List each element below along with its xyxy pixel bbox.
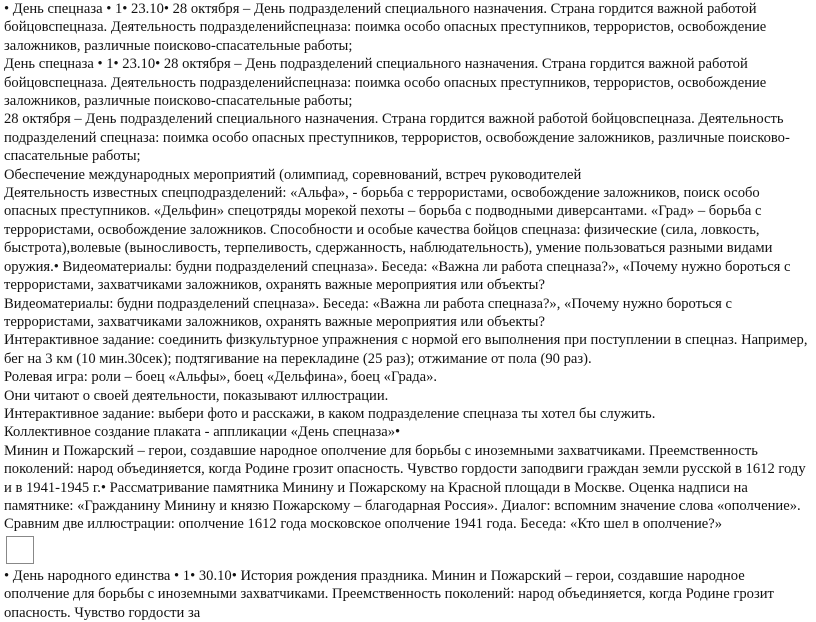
paragraph-interactive-task-exercises: Интерактивное задание: соединить физкультурное упражнения с нормой его выполнения при поступлении в спецназ. Например, бег на 3 км (10 мин.30сек); подтягивание на перекладине (25 раз); отжимание от пола (90 раз). <box>4 332 808 367</box>
paragraph-known-units: Деятельность известных спецподразделений: «Альфа», - борьба с террористами, освобождение заложников, поиск особо опасных преступников. «Дельфин» спецотряды морекой пехоты – борьба с подводными диверсантами. «Град» – борьба с террористами, освобождение заложников. Способности и особые качества бойцов спецназа: физические (сила, ловкость, быстрота),волевые (выносливость, терпеливость, сдержанность, наблюдательность), умение пользоваться разными видами оружия.• Видеоматериалы: будни подразделений спецназа». Беседа: «Важна ли работа спецназа?», «Почему нужно бороться с террористами, захватчиками заложников, охранять важные мероприятия или объекты? <box>4 185 791 294</box>
paragraph-poster: Коллективное создание плаката - аппликации «День спецназа»• <box>4 424 401 441</box>
paragraph-role-play: Ролевая игра: роли – боец «Альфы», боец «Дельфина», боец «Града». <box>4 369 438 386</box>
paragraph-illustrations: Они читают о своей деятельности, показывают иллюстрации. <box>4 387 389 404</box>
paragraph-october-28: 28 октября – День подразделений специального назначения. Страна гордится важной работой бойцовспецназа. Деятельность подразделений спецназа: поимка особо опасных преступников, террористов, освобождение заложников, различные поисково- спасательные работы; <box>4 111 790 165</box>
paragraph-minin-pozharsky: Минин и Пожарский – герои, создавшие народное ополчение для борьбы с иноземными захватчиками. Преемственность поколений: народ объединяется, когда Родине грозит опасность. Чувство гордости заподвиги граждан земли русской в 1612 году и в 1941-1945 г.• Рассматривание памятника Минину и Пожарскому на Красной площади в Москве. Оценка надписи на памятнике: «Гражданину Минину и князю Пожарскому – благодарная Россия». Диалог: вспомним значение слова «ополчение». Сравним две иллюстрации: ополчение 1612 года московское ополчение 1941 года. Беседа: «Кто шел в ополчение?» <box>4 442 806 533</box>
paragraph-international-events: Обеспечение международных мероприятий (олимпиад, соревнований, встреч руководителей <box>4 166 582 183</box>
paragraph-day-of-special-forces-1: • День спецназа • 1• 23.10• 28 октября – День подразделений специального назначения. Страна гордится важной работой бойцовспецназа. Деятельность подразделенийспецназа: поимка особо опасных преступников, террористов, освобождение заложников, различные поисково-спасательные работы; <box>4 1 767 54</box>
paragraph-interactive-task-photo: Интерактивное задание: выбери фото и расскажи, в каком подразделение спецназа ты хотел бы служить. <box>4 405 656 422</box>
paragraph-day-of-special-forces-2: День спецназа • 1• 23.10• 28 октября – День подразделений специального назначения. Страна гордится важной работой бойцовспецназа. Деятельность подразделенийспецназа: поимка особо опасных преступников, террористов, освобождение заложников, различные поисково-спасательные работы; <box>4 56 767 110</box>
image-placeholder <box>6 536 34 564</box>
paragraph-national-unity-day: • День народного единства • 1• 30.10• История рождения праздника. Минин и Пожарский – герои, создавшие народное ополчение для борьбы с иноземными захватчиками. Преемственность поколений: народ объединяется, когда Родине грозит опасность. Чувство гордости за <box>4 567 774 621</box>
paragraph-video-materials: Видеоматериалы: будни подразделений спецназа». Беседа: «Важна ли работа спецназа?», «Почему нужно бороться с террористами, захватчиками заложников, охранять важные мероприятия или объекты? <box>4 295 732 330</box>
